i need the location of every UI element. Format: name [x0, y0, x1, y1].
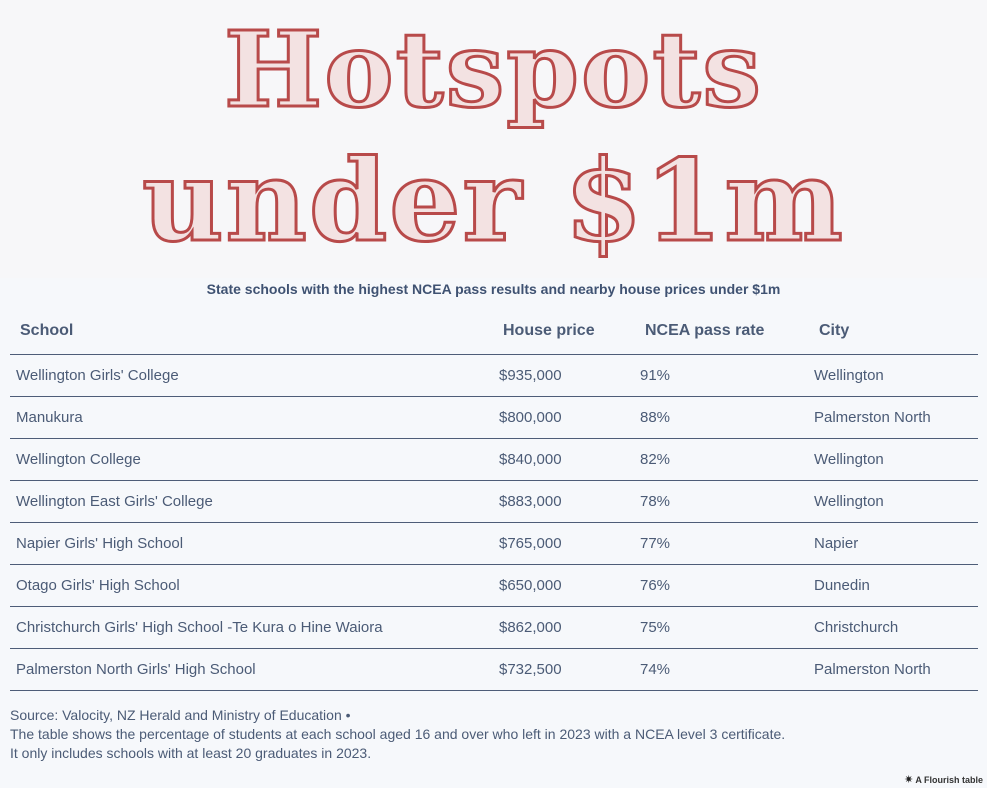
column-header-house-price[interactable]: House price — [503, 322, 595, 339]
headline-line-1: Hotspots — [224, 8, 763, 131]
flourish-credit-link[interactable] — [904, 773, 983, 786]
cell-city: Napier — [814, 535, 859, 552]
cell-school: Wellington College — [16, 451, 141, 468]
headline-banner — [0, 0, 987, 278]
table-subtitle: State schools with the highest NCEA pass results and nearby house prices under $1m — [206, 281, 781, 297]
cell-pass-rate: 76% — [640, 577, 671, 594]
table-header-row — [10, 312, 978, 355]
cell-house-price: $840,000 — [499, 451, 562, 468]
cell-pass-rate: 91% — [640, 367, 671, 384]
cell-pass-rate: 78% — [640, 493, 671, 510]
cell-house-price: $732,500 — [499, 661, 562, 678]
table-row — [10, 481, 978, 523]
cell-house-price: $800,000 — [499, 409, 562, 426]
cell-pass-rate: 77% — [640, 535, 671, 552]
cell-house-price: $883,000 — [499, 493, 562, 510]
cell-city: Palmerston North — [814, 661, 931, 678]
cell-school: Napier Girls' High School — [16, 535, 184, 552]
table-footer — [10, 706, 970, 763]
cell-city: Wellington — [814, 493, 884, 510]
cell-pass-rate: 74% — [640, 661, 671, 678]
cell-school: Wellington East Girls' College — [16, 493, 213, 510]
source-line: Source: Valocity, NZ Herald and Ministry of Education • — [10, 707, 351, 723]
table-row — [10, 649, 978, 691]
schools-table — [10, 312, 978, 691]
cell-house-price: $935,000 — [499, 367, 562, 384]
flourish-icon: ✷ — [904, 774, 914, 786]
table-row — [10, 607, 978, 649]
table-row — [10, 523, 978, 565]
cell-pass-rate: 88% — [640, 409, 671, 426]
cell-school: Wellington Girls' College — [16, 367, 179, 384]
table-row — [10, 355, 978, 397]
cell-school: Otago Girls' High School — [16, 577, 180, 594]
cell-city: Palmerston North — [814, 409, 931, 426]
cell-city: Dunedin — [814, 577, 870, 594]
cell-house-price: $765,000 — [499, 535, 562, 552]
table-row — [10, 565, 978, 607]
cell-school: Christchurch Girls' High School -Te Kura o Hine Waiora — [16, 619, 383, 636]
cell-house-price: $650,000 — [499, 577, 562, 594]
cell-house-price: $862,000 — [499, 619, 562, 636]
cell-school: Manukura — [16, 409, 83, 426]
column-header-pass-rate[interactable]: NCEA pass rate — [645, 322, 765, 339]
footnote-line-2: It only includes schools with at least 20 graduates in 2023. — [10, 745, 372, 761]
footnote-line-1: The table shows the percentage of students at each school aged 16 and over who left in 2023 with a NCEA level 3 certificate. — [10, 726, 786, 742]
cell-pass-rate: 82% — [640, 451, 671, 468]
table-row — [10, 397, 978, 439]
cell-city: Wellington — [814, 451, 884, 468]
cell-city: Christchurch — [814, 619, 899, 636]
column-header-city[interactable]: City — [819, 322, 850, 339]
column-header-school[interactable]: School — [20, 322, 74, 339]
cell-city: Wellington — [814, 367, 884, 384]
cell-pass-rate: 75% — [640, 619, 671, 636]
cell-school: Palmerston North Girls' High School — [16, 661, 256, 678]
headline-line-2: under $1m — [142, 136, 845, 267]
flourish-credit-label: A Flourish table — [915, 775, 983, 785]
table-row — [10, 439, 978, 481]
